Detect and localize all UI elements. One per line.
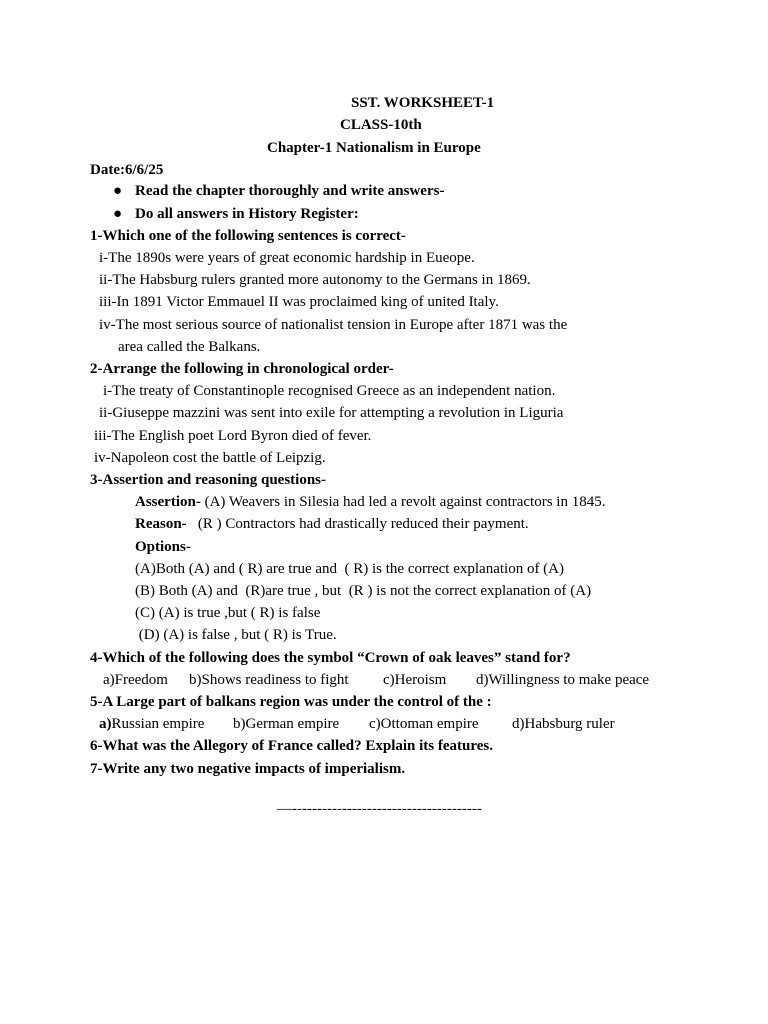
reason-label: Reason- — [135, 516, 187, 532]
question-3: 3-Assertion and reasoning questions- — [90, 472, 327, 488]
q1-option: iii-In 1891 Victor Emmauel II was proclaimed king of united Italy. — [99, 294, 499, 310]
question-5: 5-A Large part of balkans region was under the control of the : — [90, 694, 492, 710]
q5-option-letter: a) — [99, 716, 112, 732]
reason-line — [135, 515, 529, 533]
q5-option — [99, 715, 204, 733]
instruction-text: Read the chapter thoroughly and write answers- — [135, 183, 445, 199]
q5-option-text: Russian empire — [111, 716, 205, 732]
q2-option: iv-Napoleon cost the battle of Leipzig. — [94, 450, 326, 466]
footer-divider: —-------------------------------------- — [277, 801, 482, 817]
assertion-line — [135, 493, 605, 511]
q1-option: i-The 1890s were years of great economic hardship in Eueope. — [99, 250, 475, 266]
q2-option: iii-The English poet Lord Byron died of fever. — [94, 428, 372, 444]
q3-option: (C) (A) is true ,but ( R) is false — [135, 605, 321, 621]
bullet-icon: ● — [113, 183, 123, 199]
assertion-label: Assertion- — [135, 494, 201, 510]
q1-option: ii-The Habsburg rulers granted more autonomy to the Germans in 1869. — [99, 272, 531, 288]
question-7: 7-Write any two negative impacts of imperialism. — [90, 761, 406, 777]
q4-option: a)Freedom — [103, 672, 168, 688]
reason-text: (R ) Contractors had drastically reduced their payment. — [186, 516, 529, 532]
instruction-item — [113, 182, 444, 200]
question-6: 6-What was the Allegory of France called? Explain its features. — [90, 738, 494, 754]
q4-option: b)Shows readiness to fight — [189, 672, 349, 688]
worksheet-title: SST. WORKSHEET-1 — [351, 95, 495, 111]
class-heading: CLASS-10th — [340, 117, 422, 133]
q2-option: i-The treaty of Constantinople recognised Greece as an independent nation. — [103, 383, 556, 399]
question-1: 1-Which one of the following sentences is correct- — [90, 228, 406, 244]
q4-option: d)Willingness to make peace — [476, 672, 650, 688]
q2-option: ii-Giuseppe mazzini was sent into exile for attempting a revolution in Liguria — [99, 405, 564, 421]
options-label: Options- — [135, 539, 191, 555]
q1-option: iv-The most serious source of nationalist tension in Europe after 1871 was the — [99, 317, 568, 333]
instruction-text: Do all answers in History Register: — [135, 206, 359, 222]
q5-option: b)German empire — [233, 716, 340, 732]
chapter-heading: Chapter-1 Nationalism in Europe — [267, 140, 481, 156]
q5-option: c)Ottoman empire — [369, 716, 479, 732]
question-2: 2-Arrange the following in chronological order- — [90, 361, 394, 377]
q3-option: (B) Both (A) and (R)are true , but (R ) is not the correct explanation of (A) — [135, 583, 592, 599]
instruction-item — [113, 205, 359, 223]
q3-option: (D) (A) is false , but ( R) is True. — [135, 627, 337, 643]
date-line: Date:6/6/25 — [90, 162, 164, 178]
q4-option: c)Heroism — [383, 672, 447, 688]
q5-option: d)Habsburg ruler — [512, 716, 615, 732]
assertion-text: (A) Weavers in Silesia had led a revolt against contractors in 1845. — [200, 494, 606, 510]
bullet-icon: ● — [113, 206, 123, 222]
q3-option: (A)Both (A) and ( R) are true and ( R) is the correct explanation of (A) — [135, 561, 565, 577]
question-4: 4-Which of the following does the symbol “Crown of oak leaves” stand for? — [90, 650, 571, 666]
q1-option-continuation: area called the Balkans. — [118, 339, 261, 355]
